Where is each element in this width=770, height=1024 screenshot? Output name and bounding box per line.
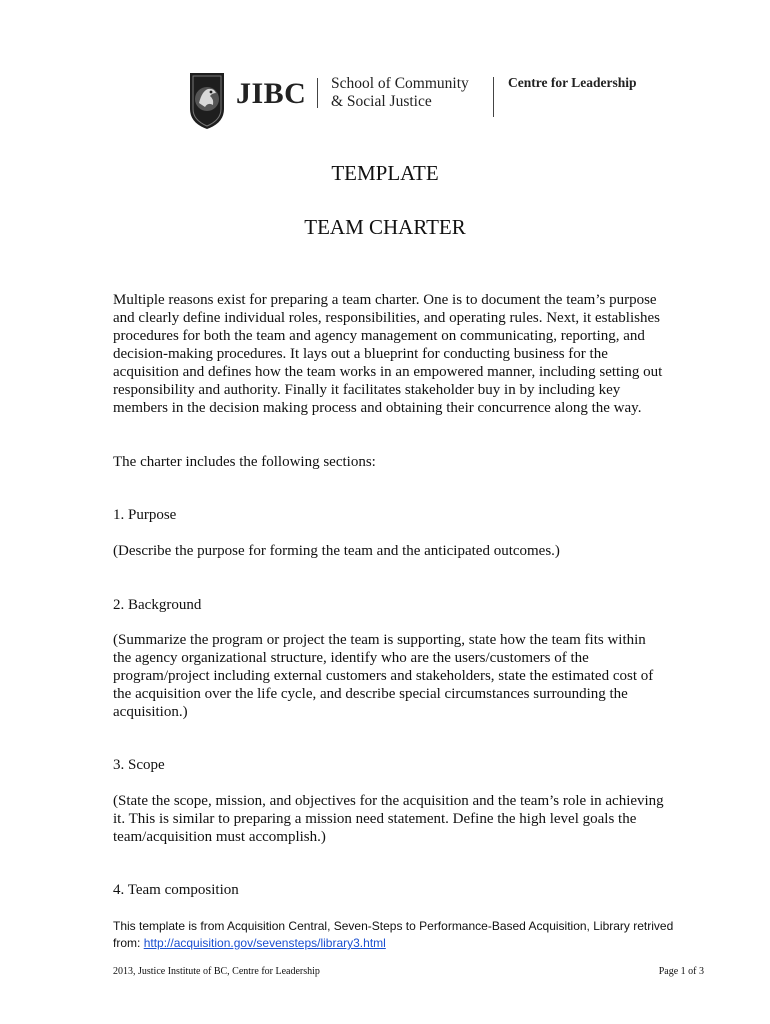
section-description-scope: (State the scope, mission, and objectives for the acquisition and the team’s role in achieving it. This is similar to preparing a mission need statement. Define the high level goals the team/acquisition must accomplish.) [113,793,664,845]
source-text: This template is from Acquisition Central, Seven-Steps to Performance-Based Acquisition, Library retrived from: [113,919,674,950]
source-link[interactable]: http://acquisition.gov/sevensteps/library3.html [143,936,386,950]
header-divider [317,78,318,108]
brand-name: JIBC [236,77,307,110]
jibc-crest-icon [186,69,228,131]
section-description-purpose: (Describe the purpose for forming the team and the anticipated outcomes.) [113,543,560,559]
section-heading-background: 2. Background [113,597,202,613]
source-note [113,918,683,952]
sections-intro: The charter includes the following sections: [113,454,376,470]
template-title: TEMPLATE [331,161,439,185]
section-description-background: (Summarize the program or project the team is supporting, state how the team fits within the agency organizational structure, identify who are the users/customers of the program/project including external customers and stakeholders, state the estimated cost of the acquisition over the life cycle, and describe special circumstances surrounding the acquisition.) [113,632,654,720]
section-heading-scope: 3. Scope [113,757,165,773]
school-name-line-2: & Social Justice [331,93,432,110]
document-title: TEAM CHARTER [304,215,466,239]
section-heading-purpose: 1. Purpose [113,507,177,523]
school-name-line-1: School of Community [331,75,469,92]
letterhead [186,69,646,131]
school-name [331,75,469,111]
footer-copyright: 2013, Justice Institute of BC, Centre for Leadership [113,966,320,977]
section-heading-team-composition: 4. Team composition [113,882,239,898]
centre-name: Centre for Leadership [508,75,637,90]
header-divider [493,77,494,117]
intro-paragraph: Multiple reasons exist for preparing a team charter. One is to document the team’s purpose and clearly define individual roles, responsibilities, and operating rules. Next, it establishes procedures for both the team and agency management on communicating, reporting, and decision-making procedures. It lays out a blueprint for conducting business for the acquisition and defines how the team works in an empowered manner, including setting out responsibility and authority. Finally it facilitates stakeholder buy in by including key members in the decision making process and obtaining their concurrence along the way. [113,292,663,416]
page-number: Page 1 of 3 [658,966,704,977]
